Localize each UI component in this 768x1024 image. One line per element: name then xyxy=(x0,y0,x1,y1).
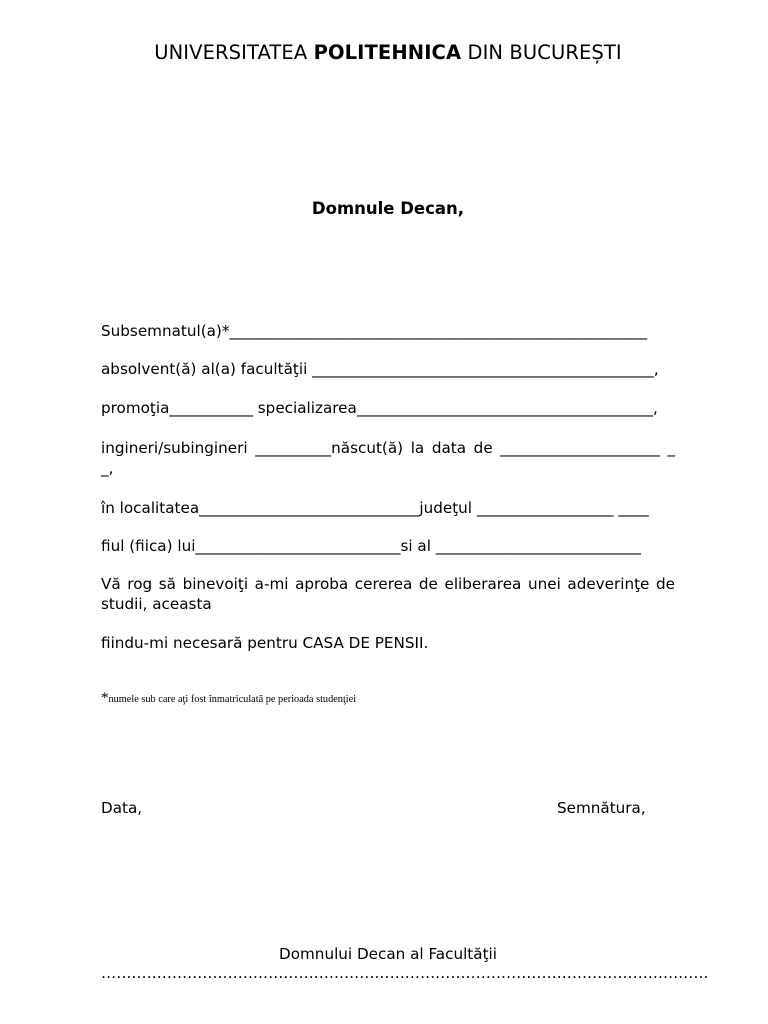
request-line-1: Vă rog să binevoiţi a-mi aproba cererea de eliberarea unei adeverinţe de xyxy=(101,575,675,593)
header-politehnica-word: POLITEHNICA xyxy=(313,41,462,64)
form-line-locality: în localitatea_____________________________judeţul __________________ ____ xyxy=(101,499,649,517)
form-line-faculty: absolvent(ă) al(a) facultăţii _____________________________________________, xyxy=(101,360,659,378)
form-line-promotion: promoţia___________ specializarea_______________________________________, xyxy=(101,399,658,417)
form-line-birth-date-continued: _, xyxy=(101,459,114,477)
header-city-words: DIN BUCUREȘTI xyxy=(467,41,622,64)
footnote-asterisk: * xyxy=(101,690,109,706)
date-label: Data, xyxy=(101,799,143,817)
form-line-name: Subsemnatul(a)*_______________________________________________________ xyxy=(101,322,648,340)
request-line-2: studii, aceasta xyxy=(101,595,212,613)
footnote xyxy=(101,689,356,709)
addressee-line: Domnului Decan al Facultăţii xyxy=(279,945,497,963)
signature-label: Semnătura, xyxy=(557,799,646,817)
university-header xyxy=(101,41,675,65)
form-line-parents: fiul (fiica) lui___________________________si al ___________________________ xyxy=(101,537,641,555)
form-line-birth-date: ingineri/subingineri __________născut(ă) la data de _____________________ _ xyxy=(101,439,675,457)
request-line-3: fiindu-mi necesară pentru CASA DE PENSII. xyxy=(101,634,429,652)
footnote-text: numele sub care aţi fost înmatriculată pe perioada studenţiei xyxy=(108,694,357,705)
salutation: Domnule Decan, xyxy=(311,199,465,218)
addressee-dotted-line: ………………………………………………………………………………………………………… xyxy=(101,964,709,982)
header-university-word: UNIVERSITATEA xyxy=(154,41,308,64)
